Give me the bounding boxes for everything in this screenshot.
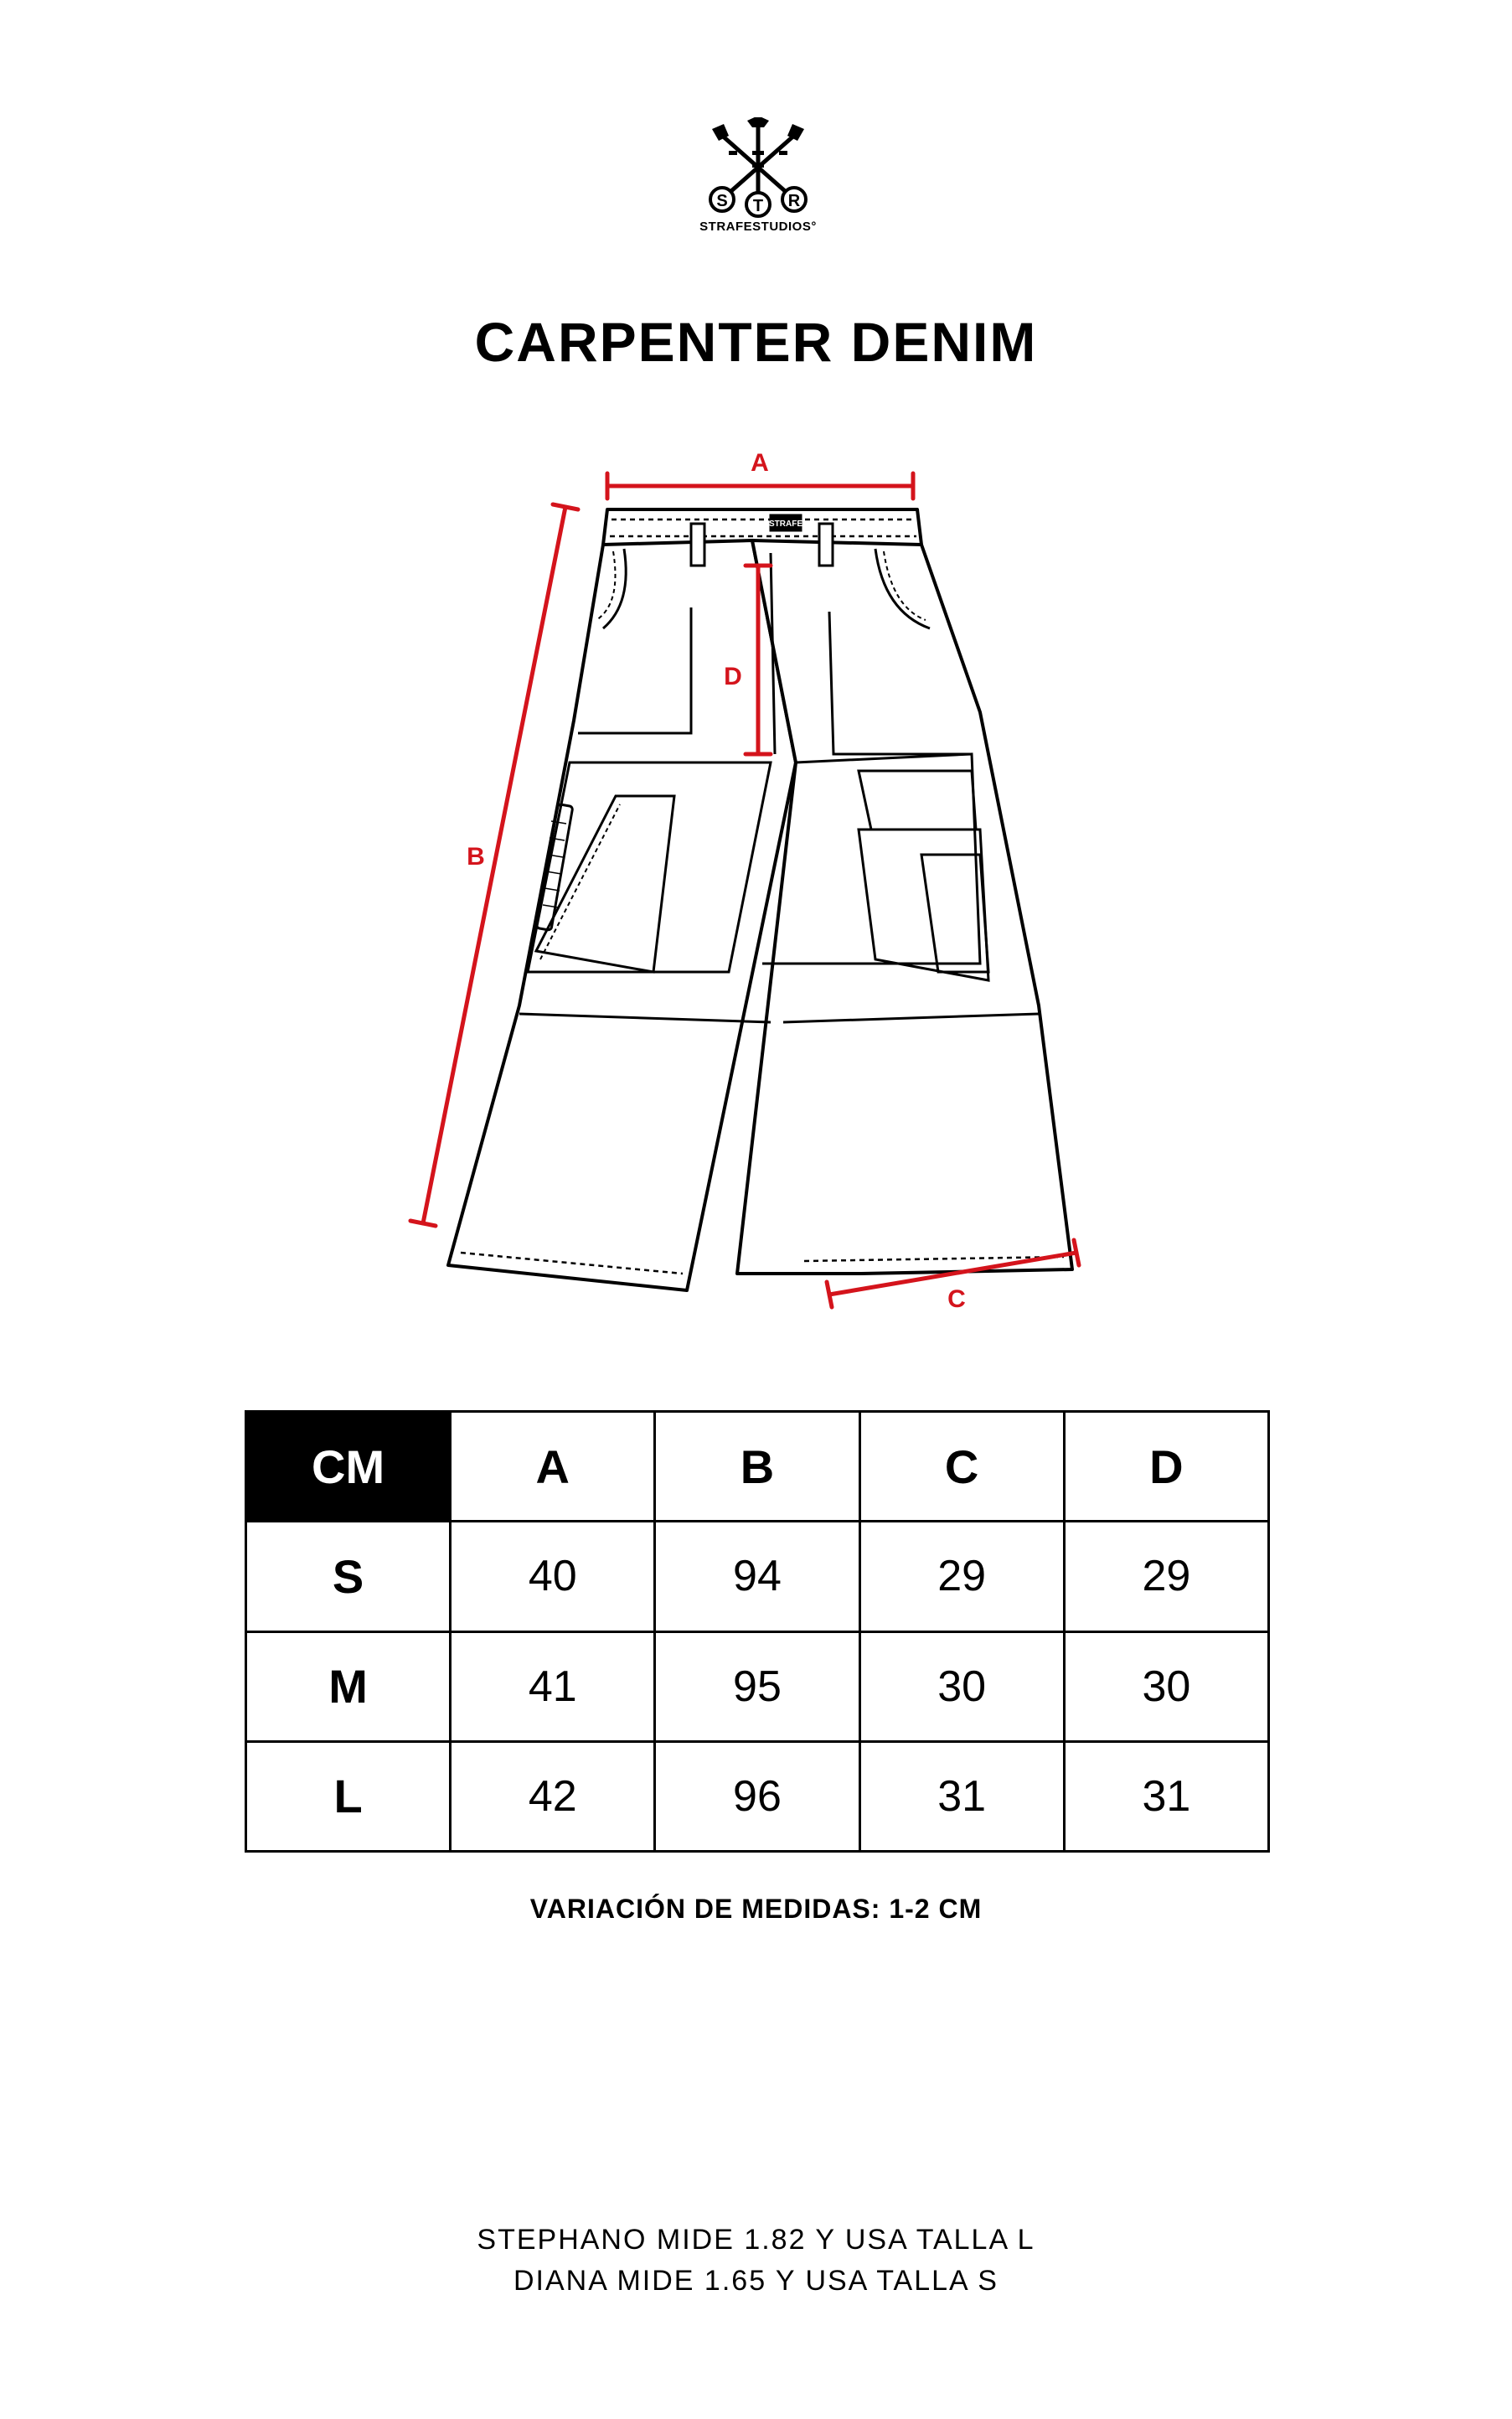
crossed-keys-icon [704, 117, 813, 218]
table-row [246, 1741, 1269, 1851]
table-row [246, 1631, 1269, 1741]
dimension-label-d: D [724, 663, 742, 690]
dimension-label-b: B [467, 843, 485, 871]
value-cell: 40 [451, 1522, 655, 1631]
dimension-label-a: A [751, 449, 769, 477]
value-cell: 30 [1064, 1631, 1268, 1741]
column-header-a: A [451, 1412, 655, 1522]
size-chart-table [245, 1410, 1270, 1853]
value-cell: 41 [451, 1631, 655, 1741]
column-header-b: B [655, 1412, 859, 1522]
value-cell: 94 [655, 1522, 859, 1631]
table-header-row [246, 1412, 1269, 1522]
dimension-label-c: C [947, 1285, 966, 1313]
unit-header-cell: CM [246, 1412, 451, 1522]
measurement-variation-note: VARIACIÓN DE MEDIDAS: 1-2 CM [529, 1894, 983, 1924]
size-cell: L [246, 1741, 451, 1851]
value-cell: 30 [859, 1631, 1064, 1741]
brand-name: STRAFESTUDIOS° [699, 220, 817, 234]
brand-logo [695, 117, 821, 218]
column-header-d: D [1064, 1412, 1268, 1522]
logo-letter-r: R [787, 192, 801, 210]
column-header-c: C [859, 1412, 1064, 1522]
logo-letter-t: T [752, 197, 764, 215]
value-cell: 31 [859, 1741, 1064, 1851]
size-cell: M [246, 1631, 451, 1741]
size-cell: S [246, 1522, 451, 1631]
model-note: STEPHANO MIDE 1.82 Y USA TALLA L [477, 2224, 1035, 2256]
pants-diagram [402, 436, 1122, 1324]
value-cell: 29 [859, 1522, 1064, 1631]
value-cell: 95 [655, 1631, 859, 1741]
value-cell: 29 [1064, 1522, 1268, 1631]
table-row [246, 1522, 1269, 1631]
value-cell: 31 [1064, 1741, 1268, 1851]
value-cell: 96 [655, 1741, 859, 1851]
logo-letter-s: S [716, 192, 728, 210]
model-note: DIANA MIDE 1.65 Y USA TALLA S [513, 2265, 999, 2297]
waist-tag-text: STRAFE [769, 519, 802, 529]
value-cell: 42 [451, 1741, 655, 1851]
page-title: CARPENTER DENIM [474, 311, 1038, 373]
